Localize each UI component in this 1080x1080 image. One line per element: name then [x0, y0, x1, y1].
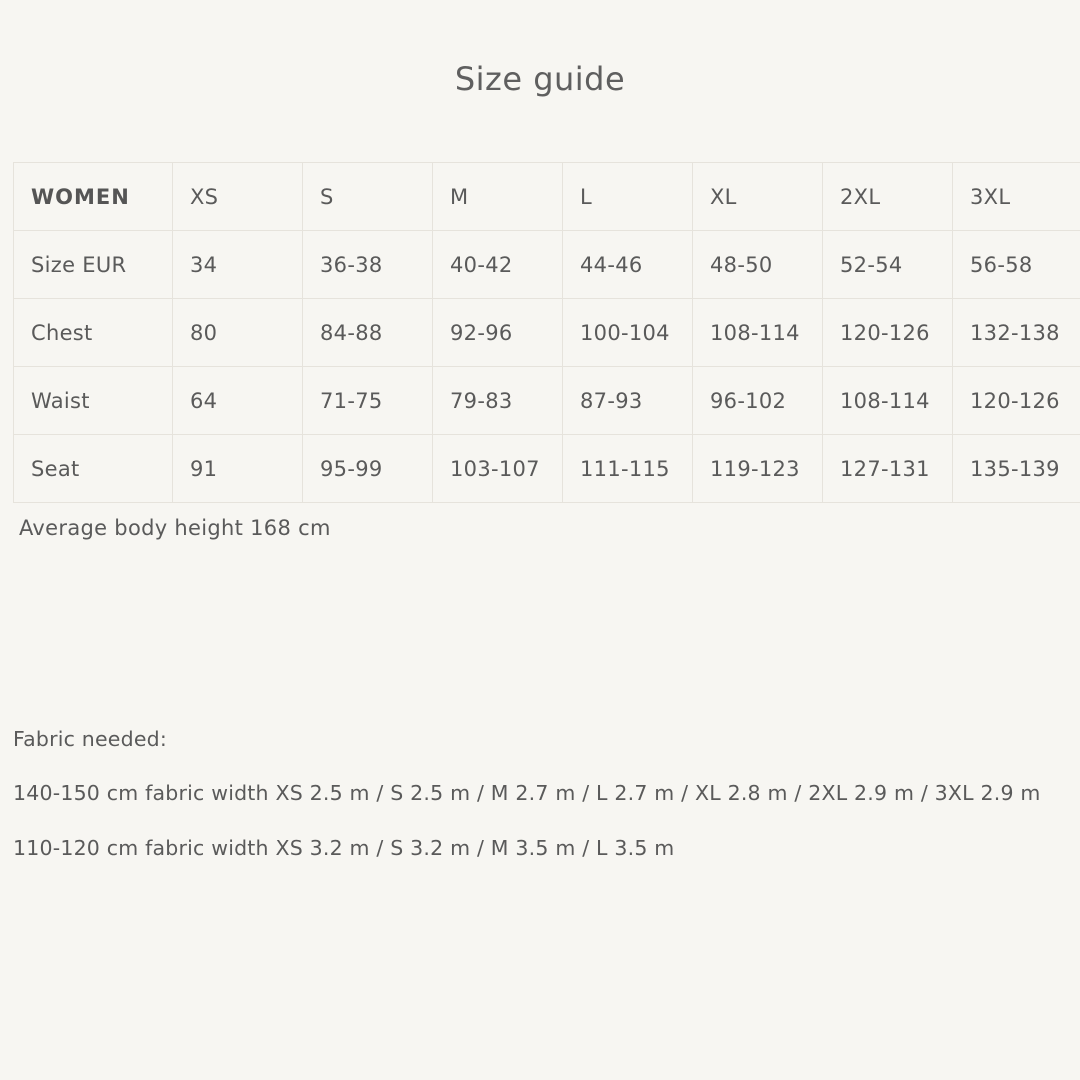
header-cell-3xl: 3XL [953, 163, 1080, 231]
table-cell: 120-126 [823, 299, 953, 367]
table-cell: 108-114 [693, 299, 823, 367]
header-cell-s: S [303, 163, 433, 231]
table-cell: 48-50 [693, 231, 823, 299]
table-row [14, 231, 1080, 299]
header-cell-women: WOMEN [14, 163, 173, 231]
table-cell: 56-58 [953, 231, 1080, 299]
table-cell: 111-115 [563, 435, 693, 503]
table-cell: 34 [173, 231, 303, 299]
row-label: Seat [14, 435, 173, 503]
header-cell-xl: XL [693, 163, 823, 231]
table-cell: 36-38 [303, 231, 433, 299]
table-header-row [14, 163, 1080, 231]
table-cell: 96-102 [693, 367, 823, 435]
table-cell: 79-83 [433, 367, 563, 435]
fabric-line-wide: 140-150 cm fabric width XS 2.5 m / S 2.5 m / M 2.7 m / L 2.7 m / XL 2.8 m / 2XL 2.9 m / 3XL 2.9 m [13, 781, 1041, 805]
header-cell-2xl: 2XL [823, 163, 953, 231]
header-cell-l: L [563, 163, 693, 231]
average-height-note: Average body height 168 cm [19, 516, 331, 540]
table-cell: 44-46 [563, 231, 693, 299]
table-cell: 71-75 [303, 367, 433, 435]
table-cell: 100-104 [563, 299, 693, 367]
table-cell: 135-139 [953, 435, 1080, 503]
fabric-line-narrow: 110-120 cm fabric width XS 3.2 m / S 3.2 m / M 3.5 m / L 3.5 m [13, 836, 675, 860]
table-cell: 92-96 [433, 299, 563, 367]
table-cell: 91 [173, 435, 303, 503]
page-title: Size guide [454, 60, 626, 98]
table-cell: 84-88 [303, 299, 433, 367]
size-table [13, 162, 1080, 503]
table-cell: 103-107 [433, 435, 563, 503]
table-cell: 80 [173, 299, 303, 367]
table-cell: 87-93 [563, 367, 693, 435]
table-cell: 108-114 [823, 367, 953, 435]
header-cell-m: M [433, 163, 563, 231]
row-label: Waist [14, 367, 173, 435]
table-cell: 40-42 [433, 231, 563, 299]
table-cell: 132-138 [953, 299, 1080, 367]
table-cell: 64 [173, 367, 303, 435]
fabric-needed-heading: Fabric needed: [13, 727, 167, 751]
table-row [14, 435, 1080, 503]
table-row [14, 367, 1080, 435]
header-cell-xs: XS [173, 163, 303, 231]
table-cell: 120-126 [953, 367, 1080, 435]
row-label: Size EUR [14, 231, 173, 299]
table-cell: 95-99 [303, 435, 433, 503]
row-label: Chest [14, 299, 173, 367]
table-cell: 52-54 [823, 231, 953, 299]
table-row [14, 299, 1080, 367]
table-cell: 119-123 [693, 435, 823, 503]
table-cell: 127-131 [823, 435, 953, 503]
